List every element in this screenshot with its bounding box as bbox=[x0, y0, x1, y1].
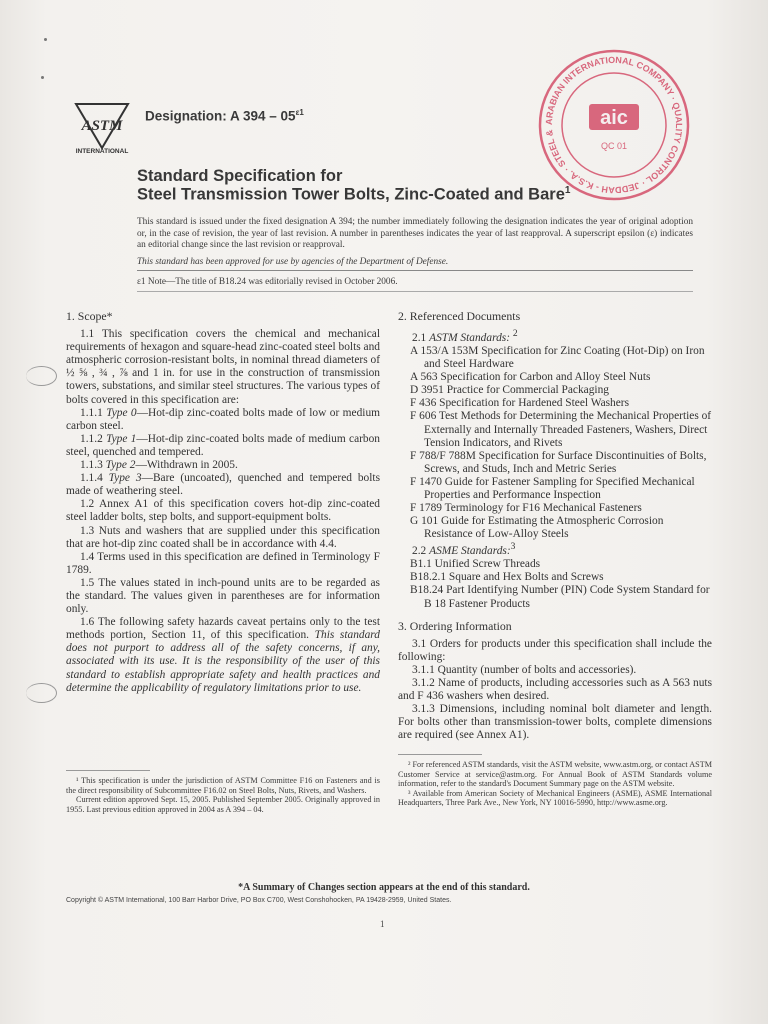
asme-reference-item: B1.1 Unified Screw Threads bbox=[410, 558, 541, 571]
page-number: 1 bbox=[380, 919, 385, 929]
paragraph-1-5: 1.5 The values stated in inch-pound units are to be regarded as the standard. The values given in parentheses are for information only. bbox=[66, 576, 380, 616]
speck-mark bbox=[41, 76, 44, 79]
clause-number: 1.1.3 bbox=[80, 459, 103, 472]
clause-number: 1.1.2 bbox=[80, 432, 103, 445]
footnote-3: ³ Available from American Society of Mechanical Engineers (ASME), ASME International Headquarters, Three Park Ave., New York, NY 10016-5990, http://www.asme.org. bbox=[398, 788, 712, 808]
clause-text: —Hot-dip zinc-coated bolts made of low or medium carbon steel. bbox=[66, 406, 380, 432]
astm-reference-item: A 563 Specification for Carbon and Alloy Steel Nuts bbox=[410, 371, 651, 384]
paragraph-1-3: 1.3 Nuts and washers that are supplied under this specification that are hot-dip zinc coated shall be in accordance with 4.4. bbox=[66, 524, 380, 550]
safety-caveat: This standard does not purport to address all of the safety concerns, if any, associated with its use. It is the responsibility of the user of this standard to establish appropriate safety and health practices and determine the applicability of regulatory limitations prior to use. bbox=[66, 629, 381, 694]
paragraph-1-1-2 bbox=[66, 433, 380, 459]
logo-text: ASTM bbox=[81, 118, 123, 134]
astm-reference-item: F 1789 Terminology for F16 Mechanical Fasteners bbox=[410, 502, 642, 515]
paragraph-3-1: 3.1 Orders for products under this specification shall include the following: bbox=[398, 637, 712, 663]
section-heading-referenced: 2. Referenced Documents bbox=[398, 309, 521, 323]
clause-text: —Bare (uncoated), quenched and tempered bolts made of weathering steel. bbox=[66, 472, 380, 498]
designation bbox=[145, 108, 304, 124]
issued-note: This standard is issued under the fixed designation A 394; the number immediately following the designation indicates the year of original adoption or, in the case of revision, the year of last revision. A number in parentheses indicates the year of last reapproval. A superscript epsilon (ε) indicates an editorial change since the last revision or reapproval. bbox=[137, 217, 693, 251]
astm-standards-list bbox=[398, 345, 712, 541]
speck-mark bbox=[44, 38, 47, 41]
stamp-logo: aic bbox=[600, 107, 628, 129]
astm-reference-item: G 101 Guide for Estimating the Atmospheric Corrosion Resistance of Low-Alloy Steels bbox=[410, 515, 664, 541]
title-line-2 bbox=[137, 185, 570, 205]
type-label: Type 0 bbox=[106, 406, 137, 419]
left-column bbox=[66, 310, 380, 695]
type-label: Type 3 bbox=[108, 472, 142, 485]
designation-text: Designation: A 394 – 05 bbox=[145, 108, 296, 124]
punch-hole-mark bbox=[26, 683, 57, 703]
asme-reference-item: B18.2.1 Square and Hex Bolts and Screws bbox=[410, 571, 604, 584]
paragraph-3-1-3: 3.1.3 Dimensions, including nominal bolt diameter and length. For bolts other than transmission-tower bolts, complete dimensions are required (see Annex A1). bbox=[398, 703, 712, 742]
dod-note: This standard has been approved for use by agencies of the Department of Defense. bbox=[137, 257, 449, 267]
astm-standards-label bbox=[398, 328, 712, 345]
paragraph-1-1-4 bbox=[66, 472, 380, 498]
epsilon-note: ε1 Note—The title of B18.24 was editorially revised in October 2006. bbox=[137, 277, 398, 287]
right-column bbox=[398, 310, 712, 743]
footnote-ref: 3 bbox=[510, 542, 516, 553]
footnote-divider bbox=[398, 754, 482, 755]
footnote-1: ¹ This specification is under the jurisdiction of ASTM Committee F16 on Fasteners and is the direct responsibility of Subcommittee F16.02 on Steel Bolts, Nuts, Rivets, and Washers. bbox=[66, 776, 380, 795]
section-heading-scope: 1. Scope* bbox=[66, 309, 113, 323]
footnote-divider bbox=[66, 770, 150, 771]
paragraph-1-1-1 bbox=[66, 407, 380, 433]
copyright-line: Copyright © ASTM International, 100 Barr Harbor Drive, PO Box C700, West Conshohocken, PA 19428-2959, United States. bbox=[66, 897, 452, 904]
designation-sup: ε1 bbox=[295, 108, 304, 117]
logo-subtext: INTERNATIONAL bbox=[75, 148, 129, 155]
asme-standards-list bbox=[398, 558, 712, 610]
footnote-ref: 2 bbox=[512, 329, 518, 340]
paragraph-3-1-2: 3.1.2 Name of products, including accessories such as A 563 nuts and F 436 washers when desired. bbox=[398, 677, 712, 703]
title-line-1: Standard Specification for bbox=[137, 167, 343, 185]
type-label: Type 2 bbox=[105, 459, 136, 472]
safety-text: 1.6 The following safety hazards caveat pertains only to the test methods portion, Section 11, of this specification. bbox=[66, 616, 380, 642]
clause-number: 1.1.4 bbox=[80, 472, 103, 485]
paragraph-1-6 bbox=[66, 616, 380, 695]
asme-reference-item: B18.24 Part Identifying Number (PIN) Code System Standard for B 18 Fastener Products bbox=[410, 584, 710, 610]
summary-of-changes-note: *A Summary of Changes section appears at the end of this standard. bbox=[238, 882, 530, 893]
astm-reference-item: D 3951 Practice for Commercial Packaging bbox=[410, 384, 609, 397]
stamp-center: QC 01 bbox=[600, 141, 628, 151]
clause-text: —Hot-dip zinc-coated bolts made of medium carbon steel, quenched and tempered. bbox=[66, 432, 381, 458]
stamp-ring-text: ARABIAN INTERNATIONAL COMPANY · QUALITY CONTROL · JEDDAH - K.S.A. · STEEL & bbox=[543, 54, 685, 196]
paragraph-1-1: 1.1 This specification covers the chemical and mechanical requirements of hexagon and square-head zinc-coated steel bolts and atmospheric corrosion-resistant bolts, in nominal thread diameters of ½ ⅝ , ¾ , ⅞ and 1 in. for use in the construction of transmission towers, substations, and similar steel structures. The various types of bolts covered in this specification are: bbox=[66, 328, 380, 406]
footnotes-left bbox=[66, 776, 380, 814]
astm-reference-item: F 436 Specification for Hardened Steel Washers bbox=[410, 397, 630, 410]
clause-text: —Withdrawn in 2005. bbox=[135, 459, 238, 472]
astm-reference-item: F 1470 Guide for Fastener Sampling for Specified Mechanical Properties and Performance Inspection bbox=[410, 475, 695, 502]
footnote-2: ² For referenced ASTM standards, visit the ASTM website, www.astm.org, or contact ASTM Customer Service at service@astm.org. For Annual Book of ASTM Standards volume information, refer to the standard's Document Summary page on the ASTM website. bbox=[398, 760, 712, 789]
subsection-title: ASME Standards: bbox=[429, 545, 511, 558]
paragraph-1-4: 1.4 Terms used in this specification are defined in Terminology F 1789. bbox=[66, 550, 380, 576]
clause-number: 2.2 bbox=[412, 545, 427, 558]
asme-standards-label bbox=[398, 541, 712, 558]
paragraph-3-1-1: 3.1.1 Quantity (number of bolts and accessories). bbox=[412, 663, 637, 676]
section-heading-ordering: 3. Ordering Information bbox=[398, 618, 512, 633]
subsection-title: ASTM Standards: bbox=[429, 331, 511, 344]
title-sup: 1 bbox=[564, 185, 571, 196]
clause-number: 2.1 bbox=[412, 331, 427, 344]
divider bbox=[137, 270, 693, 271]
type-label: Type 1 bbox=[106, 432, 137, 445]
qc-stamp bbox=[533, 44, 695, 206]
astm-reference-item: F 788/F 788M Specification for Surface Discontinuities of Bolts, Screws, and Studs, Inch and Metric Series bbox=[410, 449, 707, 475]
divider bbox=[137, 291, 693, 292]
paragraph-1-2: 1.2 Annex A1 of this specification covers hot-dip zinc-coated steel ladder bolts, step bolts, and support-equipment bolts. bbox=[66, 498, 380, 524]
astm-logo bbox=[66, 100, 138, 156]
clause-number: 1.1.1 bbox=[80, 406, 103, 419]
astm-reference-item: F 606 Test Methods for Determining the Mechanical Properties of Externally and Internally Threaded Fasteners, Washers, Direct Tension Indicators, and Rivets bbox=[410, 410, 712, 449]
footnote-1-edition: Current edition approved Sept. 15, 2005. Published September 2005. Originally approved in 1955. Last previous edition approved in 2004 as A 394 – 04. bbox=[66, 795, 380, 814]
punch-hole-mark bbox=[26, 366, 57, 386]
footnotes-right bbox=[398, 760, 712, 808]
paragraph-1-1-3 bbox=[66, 459, 380, 472]
astm-reference-item: A 153/A 153M Specification for Zinc Coating (Hot-Dip) on Iron and Steel Hardware bbox=[410, 344, 705, 371]
title-text: Steel Transmission Tower Bolts, Zinc-Coated and Bare bbox=[137, 185, 565, 204]
